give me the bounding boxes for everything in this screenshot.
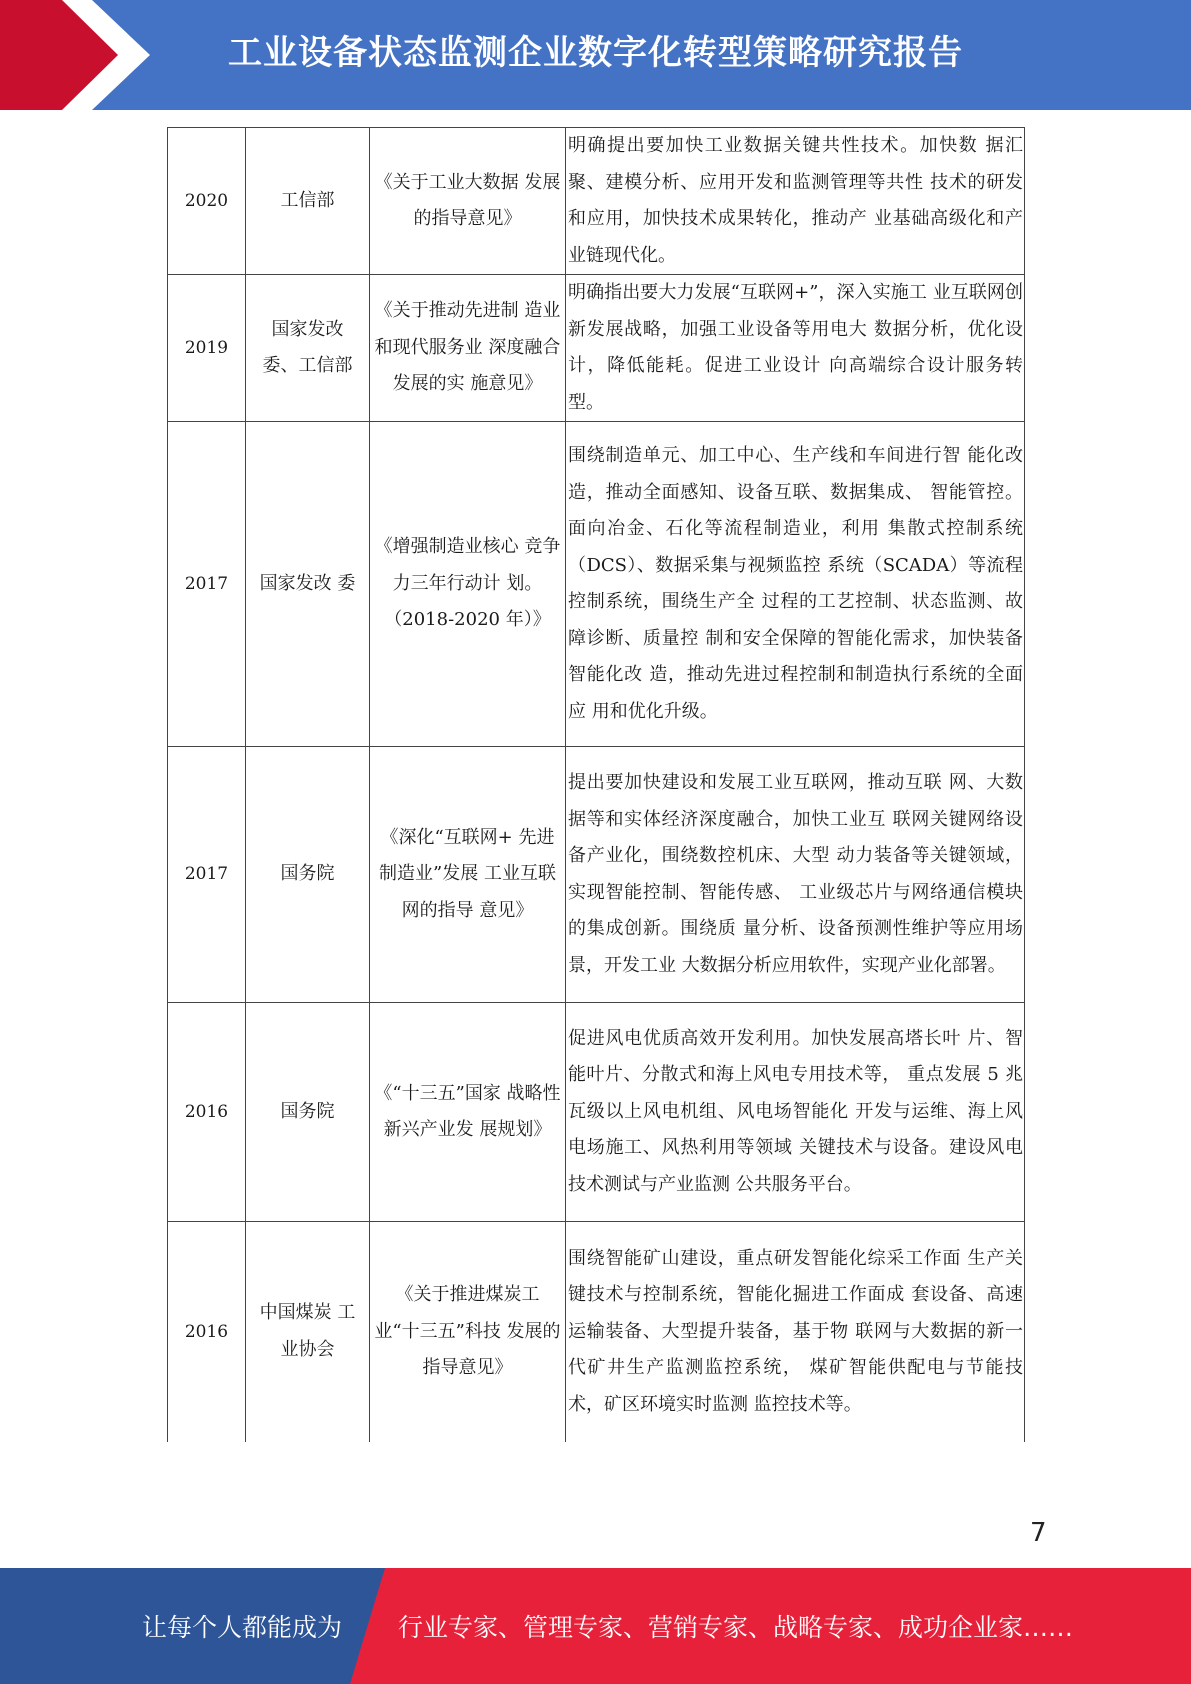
footer-slogan-right: 行业专家、管理专家、营销专家、战略专家、成功企业家…… <box>398 1613 1074 1642</box>
department-cell: 中国煤炭 工业协会 <box>246 1222 370 1442</box>
year-cell: 2019 <box>168 275 246 422</box>
table-row <box>168 275 1025 422</box>
page-number: 7 <box>1030 1518 1047 1548</box>
table-row <box>168 128 1025 275</box>
department-cell: 工信部 <box>246 128 370 275</box>
report-title: 工业设备状态监测企业数字化转型策略研究报告 <box>228 33 963 73</box>
page-footer <box>0 1568 1191 1684</box>
document-cell: 《关于推动先进制 造业和现代服务业 深度融合发展的实 施意见》 <box>370 275 566 422</box>
description-cell: 围绕智能矿山建设，重点研发智能化综采工作面 生产关键技术与控制系统，智能化掘进工作面成 套设备、高速运输装备、大型提升装备，基于物 联网与大数据的新一代矿井生产监测监控系统， 煤矿智能供配电与节能技术，矿区环境实时监测 监控技术等。 <box>566 1222 1025 1442</box>
document-cell: 《“十三五”国家 战略性新兴产业发 展规划》 <box>370 1003 566 1222</box>
description-cell: 促进风电优质高效开发利用。加快发展高塔长叶 片、智能叶片、分散式和海上风电专用技术等， 重点发展 5 兆瓦级以上风电机组、风电场智能化 开发与运维、海上风电场施工、风热利用等领域 关键技术与设备。建设风电技术测试与产业监测 公共服务平台。 <box>566 1003 1025 1222</box>
department-cell: 国务院 <box>246 1003 370 1222</box>
description-cell: 提出要加快建设和发展工业互联网，推动互联 网、大数据等和实体经济深度融合，加快工业互 联网关键网络设备产业化，围绕数控机床、大型 动力装备等关键领域，实现智能控制、智能传感、 工业级芯片与网络通信模块的集成创新。围绕质 量分析、设备预测性维护等应用场景，开发工业 大数据分析应用软件，实现产业化部署。 <box>566 747 1025 1003</box>
year-cell: 2016 <box>168 1003 246 1222</box>
document-cell: 《深化“互联网+ 先进制造业”发展 工业互联网的指导 意见》 <box>370 747 566 1003</box>
document-cell: 《关于工业大数据 发展的指导意见》 <box>370 128 566 275</box>
year-cell: 2017 <box>168 747 246 1003</box>
year-cell: 2017 <box>168 422 246 747</box>
table-row <box>168 1222 1025 1442</box>
department-cell: 国家发改委、工信部 <box>246 275 370 422</box>
table-row <box>168 1003 1025 1222</box>
footer-slogan-left: 让每个人都能成为 <box>142 1613 343 1642</box>
description-cell: 围绕制造单元、加工中心、生产线和车间进行智 能化改造，推动全面感知、设备互联、数据集成、 智能管控。面向冶金、石化等流程制造业，利用 集散式控制系统（DCS）、数据采集与视频监控 系统（SCADA）等流程控制系统，围绕生产全 过程的工艺控制、状态监测、故障诊断、质量控 制和安全保障的智能化需求，加快装备智能化改 造，推动先进过程控制和制造执行系统的全面应 用和优化升级。 <box>566 422 1025 747</box>
department-cell: 国家发改 委 <box>246 422 370 747</box>
document-cell: 《关于推进煤炭工 业“十三五”科技 发展的指导意见》 <box>370 1222 566 1442</box>
table-row <box>168 747 1025 1003</box>
table-row <box>168 422 1025 747</box>
policy-table <box>167 127 1025 1442</box>
document-cell: 《增强制造业核心 竞争力三年行动计 划。（2018-2020 年）》 <box>370 422 566 747</box>
description-cell: 明确指出要大力发展“互联网+”，深入实施工 业互联网创新发展战略，加强工业设备等用电大 数据分析，优化设计，降低能耗。促进工业设计 向高端综合设计服务转型。 <box>566 275 1025 422</box>
department-cell: 国务院 <box>246 747 370 1003</box>
year-cell: 2016 <box>168 1222 246 1442</box>
description-cell: 明确提出要加快工业数据关键共性技术。加快数 据汇聚、建模分析、应用开发和监测管理等共性 技术的研发和应用，加快技术成果转化，推动产 业基础高级化和产业链现代化。 <box>566 128 1025 275</box>
year-cell: 2020 <box>168 128 246 275</box>
header-arrow-decoration <box>0 0 160 110</box>
page-header <box>0 0 1191 110</box>
